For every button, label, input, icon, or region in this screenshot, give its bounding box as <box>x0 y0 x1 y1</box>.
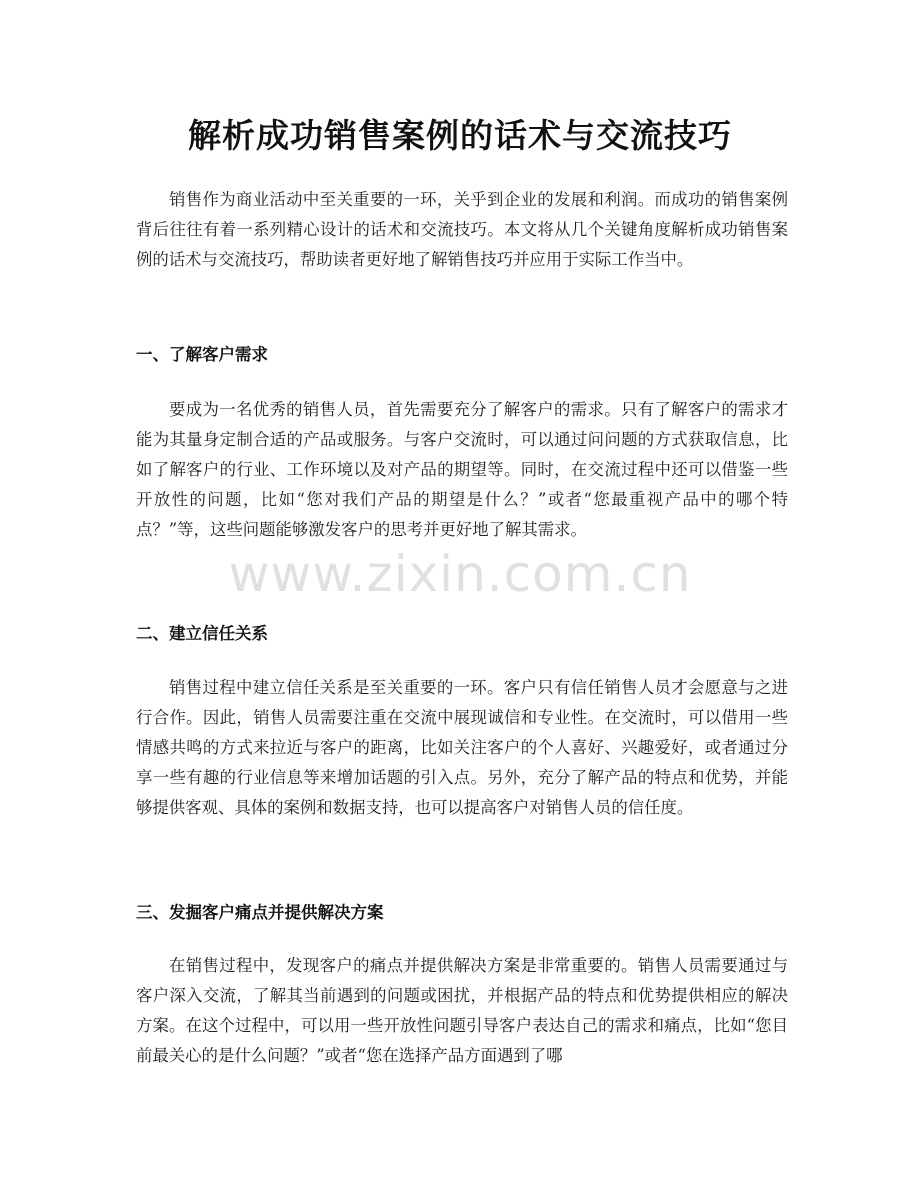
page-title: 解析成功销售案例的话术与交流技巧 <box>188 116 732 155</box>
intro-paragraph: 销售作为商业活动中至关重要的一环，关乎到企业的发展和利润。而成功的销售案例背后往往有着一系列精心设计的话术和交流技巧。本文将从几个关键角度解析成功销售案例的话术与交流技巧，帮助读者更好地了解销售技巧并应用于实际工作当中。 <box>136 190 788 269</box>
section-body-2: 销售过程中建立信任关系是至关重要的一环。客户只有信任销售人员才会愿意与之进行合作。因此，销售人员需要注重在交流中展现诚信和专业性。在交流时，可以借用一些情感共鸣的方式来拉近与客户的距离，比如关注客户的个人喜好、兴趣爱好，或者通过分享一些有趣的行业信息等来增加话题的引入点。另外，充分了解产品的特点和优势，并能够提供客观、具体的案例和数据支持，也可以提高客户对销售人员的信任度。 <box>136 678 788 817</box>
section-heading-2: 二、建立信任关系 <box>136 624 268 643</box>
watermark-text: www.zixin.com.cn <box>228 545 692 603</box>
section-heading-1: 一、了解客户需求 <box>136 345 268 364</box>
section-body-3: 在销售过程中，发现客户的痛点并提供解决方案是非常重要的。销售人员需要通过与客户深入交流，了解其当前遇到的问题或困扰，并根据产品的特点和优势提供相应的解决方案。在这个过程中，可以用一些开放性问题引导客户表达自己的需求和痛点，比如“您目前最关心的是什么问题？”或者“您在选择产品方面遇到了哪 <box>136 956 788 1065</box>
section-heading-3: 三、发掘客户痛点并提供解决方案 <box>136 903 384 922</box>
section-body-1: 要成为一名优秀的销售人员，首先需要充分了解客户的需求。只有了解客户的需求才能为其量身定制合适的产品或服务。与客户交流时，可以通过问问题的方式获取信息，比如了解客户的行业、工作环境以及对产品的期望等。同时，在交流过程中还可以借鉴一些开放性的问题，比如“您对我们产品的期望是什么？”或者“您最重视产品中的哪个特点？”等，这些问题能够激发客户的思考并更好地了解其需求。 <box>136 400 788 539</box>
